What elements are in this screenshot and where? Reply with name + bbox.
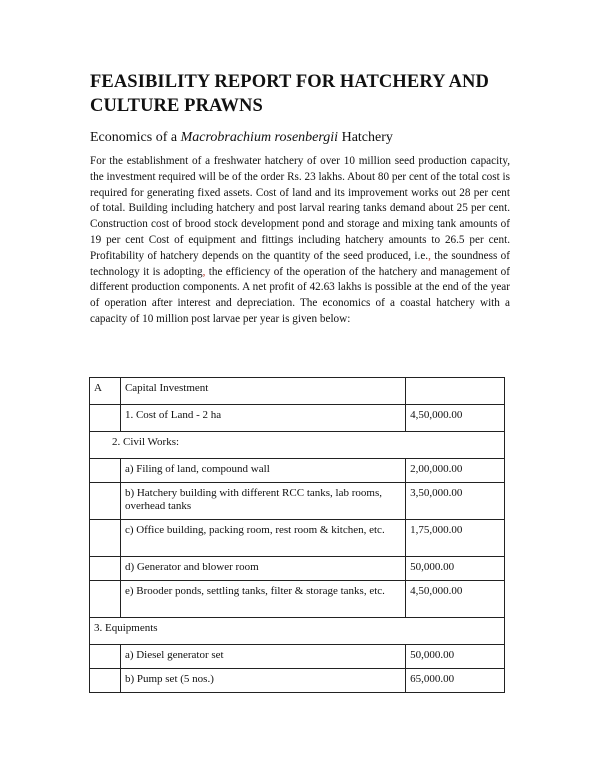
section-subtitle bbox=[90, 129, 393, 147]
empty-cell bbox=[90, 581, 121, 618]
land-item: 1. Cost of Land - 2 ha bbox=[120, 405, 405, 432]
equipment-item: b) Pump set (5 nos.) bbox=[120, 669, 405, 693]
subtitle-species: Macrobrachium rosenbergii bbox=[180, 130, 339, 145]
paragraph-part-2: the soundness of technology it is adopting bbox=[90, 249, 510, 278]
table-row bbox=[90, 378, 505, 405]
subtitle-prefix: Economics of a bbox=[90, 130, 181, 145]
civil-item: d) Generator and blower room bbox=[120, 557, 405, 581]
civil-value: 50,000.00 bbox=[406, 557, 505, 581]
civil-value: 1,75,000.00 bbox=[406, 520, 505, 557]
land-value: 4,50,000.00 bbox=[406, 405, 505, 432]
civil-value: 3,50,000.00 bbox=[406, 483, 505, 520]
capital-investment-table bbox=[89, 377, 505, 693]
empty-cell bbox=[90, 669, 121, 693]
subtitle-suffix: Hatchery bbox=[338, 130, 393, 145]
paragraph-comma-2: , bbox=[202, 265, 206, 278]
civil-value: 2,00,000.00 bbox=[406, 459, 505, 483]
civil-item: e) Brooder ponds, settling tanks, filter & storage tanks, etc. bbox=[120, 581, 405, 618]
table-row bbox=[90, 581, 505, 618]
table-row bbox=[90, 483, 505, 520]
empty-cell bbox=[406, 378, 505, 405]
table-row bbox=[90, 459, 505, 483]
equipment-value: 50,000.00 bbox=[406, 645, 505, 669]
empty-cell bbox=[90, 405, 121, 432]
empty-cell bbox=[90, 645, 121, 669]
empty-cell bbox=[90, 520, 121, 557]
empty-cell bbox=[90, 483, 121, 520]
equipment-item: a) Diesel generator set bbox=[120, 645, 405, 669]
civil-item: c) Office building, packing room, rest room & kitchen, etc. bbox=[120, 520, 405, 557]
intro-paragraph bbox=[90, 154, 510, 328]
civil-item: b) Hatchery building with different RCC tanks, lab rooms, overhead tanks bbox=[120, 483, 405, 520]
report-title: FEASIBILITY REPORT FOR HATCHERY AND CULTURE PRAWNS bbox=[90, 72, 489, 116]
paragraph-part-1: For the establishment of a freshwater hatchery of over 10 million seed production capacity, the investment required will be of the order Rs. 23 lakhs. About 80 per cent of the total cost is required for generating fixed assets. Cost of land and its improvement works out 28 per cent of total. Building including hatchery and post larval rearing tanks demand about 25 per cent. Construction cost of brood stock development pond and storage and mixing tank amounts of 19 per cent Cost of equipment and fittings including hatchery amounts to 26.5 per cent. Profitability of hatchery depends on the quantity of the seed produced, i.e. bbox=[90, 155, 510, 262]
section-a-label: A bbox=[90, 378, 121, 405]
civil-works-heading: 2. Civil Works: bbox=[90, 432, 505, 459]
empty-cell bbox=[90, 459, 121, 483]
table-row bbox=[90, 645, 505, 669]
table-row bbox=[90, 557, 505, 581]
table-row bbox=[90, 432, 505, 459]
table-row bbox=[90, 520, 505, 557]
empty-cell bbox=[90, 557, 121, 581]
paragraph-part-3: the efficiency of the operation of the hatchery and management of different production components. A net profit of 42.63 lakhs is possible at the end of the year of operation after interest and depreciation. The economics of a coastal hatchery with a capacity of 10 million post larvae per year is given below: bbox=[90, 265, 510, 325]
equipments-heading: 3. Equipments bbox=[90, 618, 505, 645]
section-a-title: Capital Investment bbox=[120, 378, 405, 405]
paragraph-comma-1: , bbox=[428, 249, 431, 262]
civil-item: a) Filing of land, compound wall bbox=[120, 459, 405, 483]
table-row bbox=[90, 405, 505, 432]
civil-value: 4,50,000.00 bbox=[406, 581, 505, 618]
table-row bbox=[90, 669, 505, 693]
table-row bbox=[90, 618, 505, 645]
equipment-value: 65,000.00 bbox=[406, 669, 505, 693]
